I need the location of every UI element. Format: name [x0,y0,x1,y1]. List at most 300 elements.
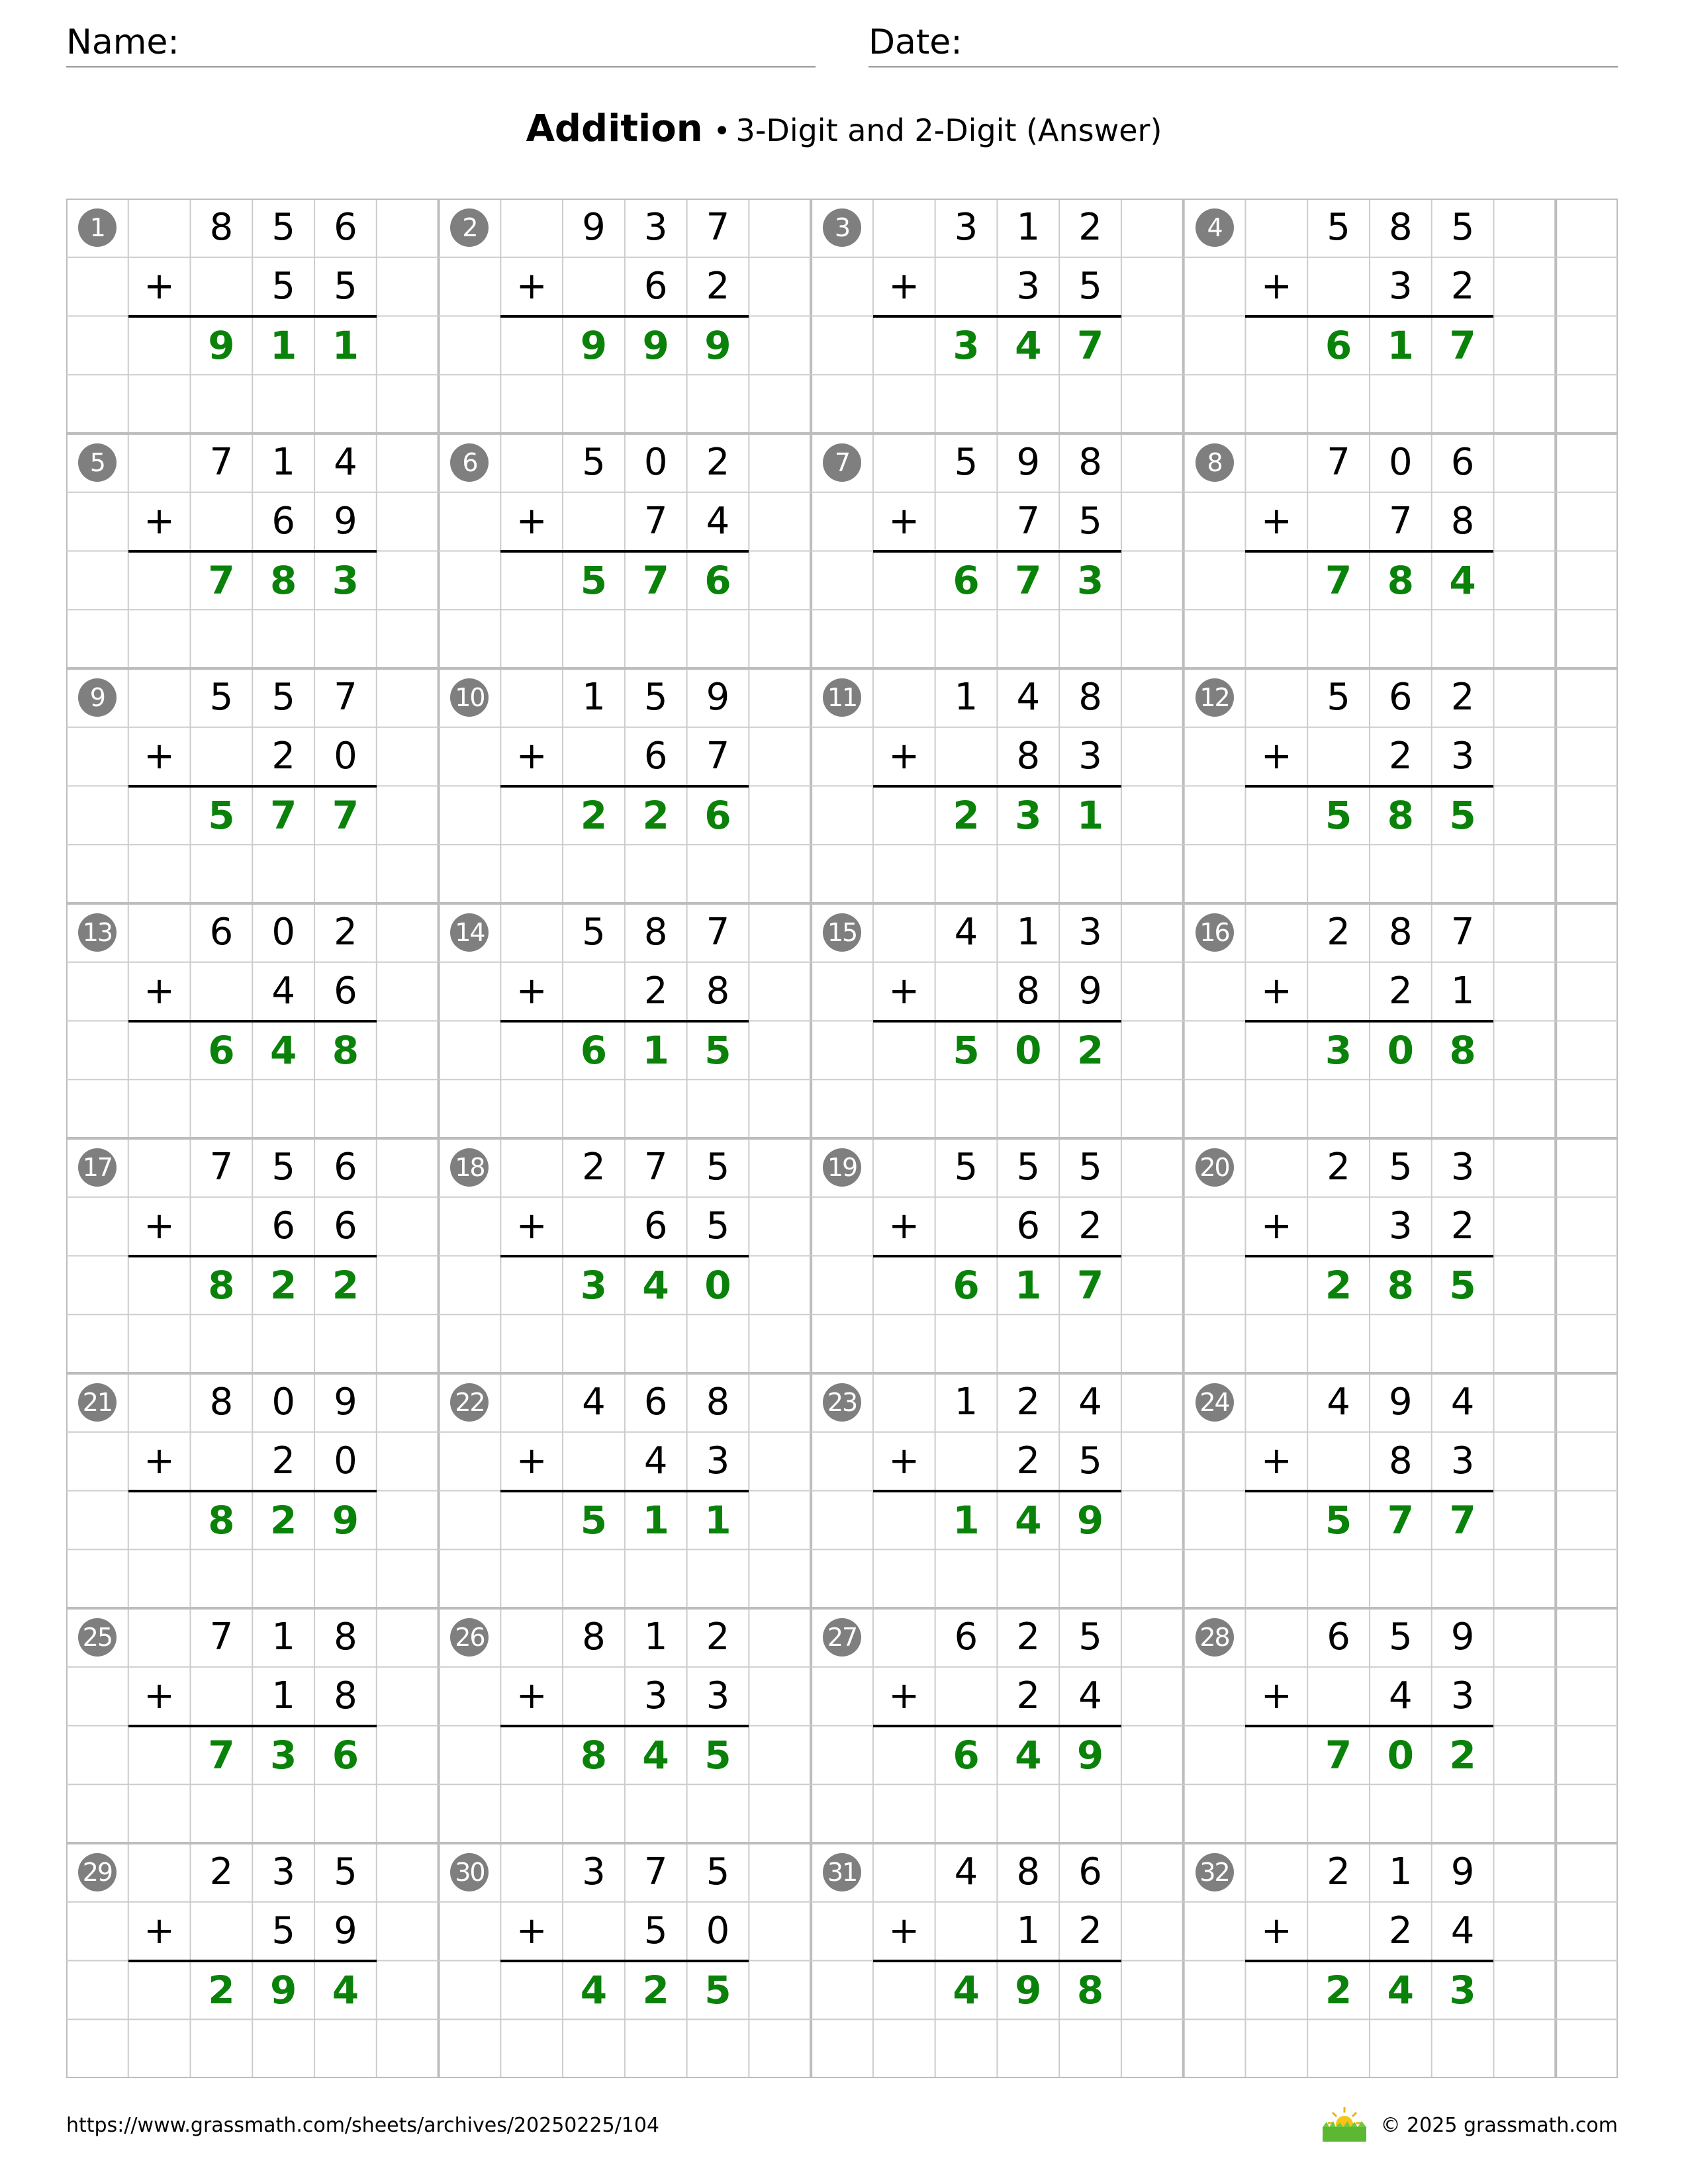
answer-digit: 7 [642,557,669,603]
top-digit: 5 [582,911,606,954]
bottom-digit: 9 [1078,970,1102,1013]
top-digit: 8 [334,1615,357,1659]
answer-digit: 9 [332,1497,359,1543]
top-digit: 5 [706,1146,730,1189]
top-digit: 1 [1016,206,1041,250]
top-digit: 0 [271,911,295,954]
answer-digit: 4 [332,1967,359,2013]
plus-sign: + [516,1674,547,1718]
problem-number-badge: 14 [450,913,489,952]
plus-sign: + [144,1909,175,1953]
answer-digit: 6 [953,557,980,603]
footer-url[interactable]: https://www.grassmath.com/sheets/archives/20250225/104 [66,2114,660,2137]
top-digit: 1 [954,1381,978,1424]
top-digit: 5 [271,206,295,250]
top-digit: 6 [1389,676,1413,719]
bottom-digit: 6 [271,1205,295,1248]
problem-number-badge: 4 [1196,208,1234,247]
bottom-digit: 2 [1450,265,1475,308]
top-digit: 4 [1327,1381,1350,1424]
bottom-digit: 1 [271,1674,295,1718]
problem-number-badge: 30 [450,1853,489,1891]
plus-sign: + [1260,1205,1292,1248]
top-digit: 2 [706,441,730,484]
bottom-digit: 0 [334,735,357,778]
answer-digit: 8 [1387,1262,1414,1308]
bottom-digit: 9 [334,1909,357,1953]
top-digit: 5 [209,676,234,719]
bottom-digit: 2 [643,970,668,1013]
bottom-digit: 5 [1078,500,1102,543]
top-digit: 5 [582,441,606,484]
top-digit: 0 [643,441,668,484]
answer-digit: 7 [1387,1497,1414,1543]
answer-digit: 9 [580,322,608,368]
top-digit: 2 [1016,1615,1041,1659]
answer-digit: 7 [1015,557,1042,603]
plus-sign: + [1260,970,1292,1013]
problem-number-badge: 31 [823,1853,861,1891]
problem-number-badge: 25 [78,1618,117,1657]
bottom-digit: 8 [1450,500,1475,543]
bottom-digit: 2 [1078,1205,1102,1248]
answer-digit: 7 [208,557,235,603]
answer-digit: 1 [332,322,359,368]
plus-sign: + [144,1439,175,1483]
bottom-digit: 3 [1078,735,1102,778]
answer-digit: 9 [1076,1732,1104,1778]
top-digit: 8 [1078,441,1102,484]
answer-digit: 2 [269,1497,297,1543]
answer-digit: 2 [1325,1967,1352,2013]
problem-number-badge: 22 [450,1383,489,1422]
answer-digit: 5 [208,792,235,838]
bottom-digit: 5 [1078,265,1102,308]
bottom-digit: 2 [706,265,730,308]
bottom-digit: 4 [271,970,295,1013]
plus-sign: + [516,1909,547,1953]
plus-sign: + [888,1674,920,1718]
top-digit: 6 [209,911,234,954]
top-digit: 3 [1078,911,1102,954]
answer-digit: 5 [1325,1497,1352,1543]
bottom-digit: 7 [643,500,668,543]
problem-number-badge: 28 [1196,1618,1234,1657]
plus-sign: + [888,1909,920,1953]
top-digit: 2 [1327,1146,1350,1189]
answer-digit: 0 [1387,1732,1414,1778]
problem-number-badge: 7 [823,443,861,482]
top-digit: 3 [1450,1146,1475,1189]
bottom-digit: 1 [1450,970,1475,1013]
plus-sign: + [144,970,175,1013]
bottom-digit: 5 [271,265,295,308]
top-digit: 8 [582,1615,606,1659]
answer-digit: 0 [1387,1027,1414,1073]
problem-number-badge: 10 [450,678,489,717]
bottom-digit: 2 [271,1439,295,1483]
top-digit: 0 [1389,441,1413,484]
top-digit: 5 [954,1146,978,1189]
top-digit: 2 [334,911,357,954]
top-digit: 8 [643,911,668,954]
problem-number-badge: 9 [78,678,117,717]
bottom-digit: 8 [1016,970,1041,1013]
plus-sign: + [1260,735,1292,778]
bottom-digit: 4 [1078,1674,1102,1718]
name-label: Name: [66,23,179,62]
problem-number-badge: 16 [1196,913,1234,952]
problem-number-badge: 18 [450,1148,489,1187]
answer-digit: 1 [704,1497,731,1543]
name-field[interactable] [66,25,816,71]
problem-number-badge: 19 [823,1148,861,1187]
top-digit: 7 [209,1615,234,1659]
top-digit: 4 [1078,1381,1102,1424]
answer-digit: 1 [1076,792,1104,838]
top-digit: 6 [1327,1615,1350,1659]
bottom-digit: 3 [1016,265,1041,308]
answer-digit: 7 [1076,322,1104,368]
bottom-digit: 3 [1389,265,1413,308]
bottom-digit: 4 [643,1439,668,1483]
top-digit: 9 [334,1381,357,1424]
answer-digit: 8 [332,1027,359,1073]
plus-sign: + [516,1439,547,1483]
problem-number-badge: 32 [1196,1853,1234,1891]
problem-number-badge: 29 [78,1853,117,1891]
top-digit: 1 [643,1615,668,1659]
bottom-digit: 9 [334,500,357,543]
top-digit: 2 [1016,1381,1041,1424]
answer-digit: 2 [642,1967,669,2013]
top-digit: 8 [706,1381,730,1424]
bottom-digit: 3 [1450,735,1475,778]
plus-sign: + [516,1205,547,1248]
bottom-digit: 1 [1016,1909,1041,1953]
top-digit: 6 [334,1146,357,1189]
bottom-digit: 2 [1016,1439,1041,1483]
problem-number-badge: 27 [823,1618,861,1657]
bottom-digit: 5 [643,1909,668,1953]
bottom-digit: 5 [706,1205,730,1248]
problem-number-badge: 26 [450,1618,489,1657]
answer-digit: 8 [1387,792,1414,838]
answer-digit: 4 [642,1262,669,1308]
problem-number-badge: 3 [823,208,861,247]
top-digit: 5 [1016,1146,1041,1189]
answer-digit: 0 [1015,1027,1042,1073]
problem-number-badge: 6 [450,443,489,482]
top-digit: 8 [1389,206,1413,250]
bottom-digit: 2 [1450,1205,1475,1248]
top-digit: 8 [1016,1850,1041,1894]
problem-number-badge: 8 [1196,443,1234,482]
answer-digit: 1 [642,1027,669,1073]
top-digit: 1 [1016,911,1041,954]
plus-sign: + [888,970,920,1013]
answer-digit: 9 [208,322,235,368]
top-digit: 5 [1389,1615,1413,1659]
top-digit: 3 [643,206,668,250]
top-digit: 5 [706,1850,730,1894]
problem-number-badge: 15 [823,913,861,952]
top-digit: 5 [1450,206,1475,250]
top-digit: 5 [1389,1146,1413,1189]
top-digit: 2 [209,1850,234,1894]
bottom-digit: 6 [643,735,668,778]
plus-sign: + [516,735,547,778]
plus-sign: + [888,735,920,778]
answer-digit: 2 [580,792,608,838]
answer-digit: 1 [1015,1262,1042,1308]
answer-digit: 4 [1015,322,1042,368]
top-digit: 5 [1327,676,1350,719]
plus-sign: + [888,1205,920,1248]
answer-digit: 6 [704,557,731,603]
top-digit: 6 [1450,441,1475,484]
date-label: Date: [868,23,962,62]
top-digit: 9 [582,206,606,250]
top-digit: 6 [1078,1850,1102,1894]
answer-digit: 4 [1015,1497,1042,1543]
top-digit: 1 [271,1615,295,1659]
worksheet-title [0,106,1688,155]
top-digit: 8 [1078,676,1102,719]
bottom-digit: 3 [643,1674,668,1718]
top-digit: 7 [209,441,234,484]
answer-digit: 2 [208,1967,235,2013]
answer-digit: 4 [953,1967,980,2013]
answer-digit: 3 [580,1262,608,1308]
answer-digit: 5 [704,1732,731,1778]
answer-digit: 7 [269,792,297,838]
answer-digit: 6 [580,1027,608,1073]
bottom-digit: 8 [334,1674,357,1718]
top-digit: 9 [1450,1615,1475,1659]
plus-sign: + [1260,1674,1292,1718]
answer-digit: 6 [332,1732,359,1778]
bottom-digit: 3 [706,1439,730,1483]
answer-digit: 5 [1325,792,1352,838]
answer-digit: 4 [1015,1732,1042,1778]
answer-digit: 6 [953,1262,980,1308]
answer-digit: 6 [704,792,731,838]
top-digit: 2 [1327,911,1350,954]
bottom-digit: 0 [706,1909,730,1953]
bottom-digit: 2 [1389,1909,1413,1953]
answer-digit: 8 [1449,1027,1476,1073]
answer-digit: 9 [1076,1497,1104,1543]
bottom-digit: 6 [334,1205,357,1248]
plus-sign: + [888,500,920,543]
footer-copyright: © 2025 grassmath.com [1380,2114,1618,2137]
answer-digit: 2 [1076,1027,1104,1073]
title-main: Addition [526,107,703,150]
date-field[interactable] [868,25,1618,71]
bottom-digit: 2 [1078,1909,1102,1953]
answer-digit: 7 [1449,322,1476,368]
answer-digit: 7 [1325,557,1352,603]
plus-sign: + [1260,1439,1292,1483]
top-digit: 8 [209,206,234,250]
bottom-digit: 6 [334,970,357,1013]
top-digit: 4 [1016,676,1041,719]
answer-digit: 9 [642,322,669,368]
answer-digit: 5 [580,557,608,603]
problem-number-badge: 13 [78,913,117,952]
top-digit: 4 [582,1381,606,1424]
problem-number-badge: 11 [823,678,861,717]
answer-digit: 2 [332,1262,359,1308]
plus-sign: + [144,265,175,308]
plus-sign: + [888,1439,920,1483]
answer-digit: 4 [269,1027,297,1073]
top-digit: 8 [1389,911,1413,954]
answer-digit: 5 [1449,792,1476,838]
top-digit: 7 [643,1850,668,1894]
top-digit: 4 [954,911,978,954]
bottom-digit: 2 [1389,970,1413,1013]
answer-digit: 5 [704,1967,731,2013]
problem-number-badge: 23 [823,1383,861,1422]
answer-digit: 6 [953,1732,980,1778]
problem-number-badge: 24 [1196,1383,1234,1422]
plus-sign: + [144,500,175,543]
bottom-digit: 3 [706,1674,730,1718]
top-digit: 7 [334,676,357,719]
bottom-digit: 8 [706,970,730,1013]
answer-digit: 2 [1449,1732,1476,1778]
top-digit: 9 [1389,1381,1413,1424]
top-digit: 2 [1450,676,1475,719]
answer-digit: 2 [953,792,980,838]
problem-number-badge: 12 [1196,678,1234,717]
answer-digit: 5 [1449,1262,1476,1308]
top-digit: 7 [706,206,730,250]
title-subtitle: 3-Digit and 2-Digit (Answer) [735,113,1162,148]
top-digit: 6 [334,206,357,250]
answer-digit: 4 [1449,557,1476,603]
top-digit: 5 [643,676,668,719]
answer-digit: 3 [953,322,980,368]
top-digit: 3 [582,1850,606,1894]
top-digit: 7 [706,911,730,954]
answer-digit: 0 [704,1262,731,1308]
answer-digit: 6 [208,1027,235,1073]
plus-sign: + [144,735,175,778]
bottom-digit: 4 [706,500,730,543]
answer-digit: 3 [1076,557,1104,603]
bottom-digit: 8 [1016,735,1041,778]
answer-digit: 3 [1015,792,1042,838]
answer-digit: 4 [1387,1967,1414,2013]
bottom-digit: 3 [1389,1205,1413,1248]
answer-digit: 3 [269,1732,297,1778]
top-digit: 9 [1450,1850,1475,1894]
top-digit: 2 [706,1615,730,1659]
answer-digit: 8 [580,1732,608,1778]
answer-digit: 9 [1015,1967,1042,2013]
answer-digit: 5 [953,1027,980,1073]
bottom-digit: 6 [643,265,668,308]
plus-sign: + [1260,500,1292,543]
answer-digit: 8 [1076,1967,1104,2013]
top-digit: 4 [954,1850,978,1894]
top-digit: 5 [271,676,295,719]
answer-digit: 2 [1325,1262,1352,1308]
answer-digit: 1 [1387,322,1414,368]
bottom-digit: 7 [1389,500,1413,543]
top-digit: 1 [954,676,978,719]
answer-digit: 2 [642,792,669,838]
bottom-digit: 6 [643,1205,668,1248]
bottom-digit: 0 [334,1439,357,1483]
problem-number-badge: 17 [78,1148,117,1187]
answer-digit: 7 [332,792,359,838]
answer-digit: 1 [642,1497,669,1543]
top-digit: 2 [1327,1850,1350,1894]
bottom-digit: 5 [1078,1439,1102,1483]
top-digit: 5 [334,1850,357,1894]
plus-sign: + [1260,1909,1292,1953]
top-digit: 7 [209,1146,234,1189]
answer-digit: 5 [704,1027,731,1073]
answer-digit: 7 [208,1732,235,1778]
top-digit: 2 [582,1146,606,1189]
bottom-digit: 2 [1389,735,1413,778]
answer-digit: 9 [704,322,731,368]
plus-sign: + [888,265,920,308]
bottom-digit: 5 [271,1909,295,1953]
top-digit: 7 [1450,911,1475,954]
problem-number-badge: 1 [78,208,117,247]
top-digit: 1 [582,676,606,719]
top-digit: 2 [1078,206,1102,250]
answer-digit: 7 [1449,1497,1476,1543]
answer-digit: 1 [269,322,297,368]
top-digit: 7 [643,1146,668,1189]
top-digit: 8 [209,1381,234,1424]
answer-digit: 9 [269,1967,297,2013]
plus-sign: + [516,265,547,308]
top-digit: 3 [271,1850,295,1894]
problem-number-badge: 2 [450,208,489,247]
title-separator: • [713,114,731,148]
bottom-digit: 3 [1450,1674,1475,1718]
top-digit: 4 [334,441,357,484]
top-digit: 5 [1078,1615,1102,1659]
bottom-digit: 6 [1016,1205,1041,1248]
top-digit: 7 [1327,441,1350,484]
plus-sign: + [516,970,547,1013]
bottom-digit: 4 [1389,1674,1413,1718]
answer-digit: 2 [269,1262,297,1308]
grass-sun-logo-icon [1321,2103,1368,2143]
answer-digit: 8 [1387,557,1414,603]
top-digit: 5 [1078,1146,1102,1189]
top-digit: 6 [954,1615,978,1659]
bottom-digit: 7 [706,735,730,778]
answer-digit: 5 [580,1497,608,1543]
answer-digit: 3 [1449,1967,1476,2013]
answer-digit: 3 [332,557,359,603]
bottom-digit: 2 [271,735,295,778]
date-line [868,66,1618,68]
plus-sign: + [144,1674,175,1718]
answer-digit: 7 [1076,1262,1104,1308]
problem-number-badge: 5 [78,443,117,482]
